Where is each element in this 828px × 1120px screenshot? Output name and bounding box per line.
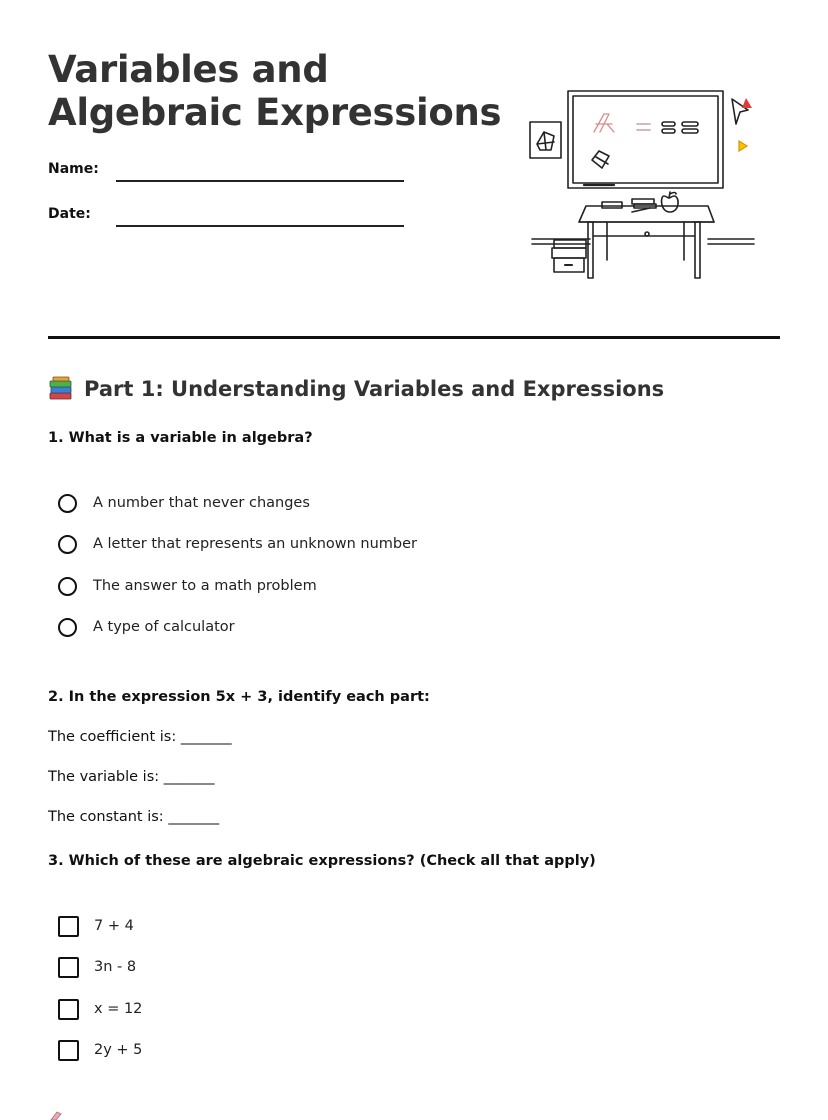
question-3: 3. Which of these are algebraic expressions? (Check all that apply)	[48, 853, 596, 869]
radio-button[interactable]	[58, 535, 77, 554]
fill-label: The constant is:	[48, 809, 164, 825]
fill-blank[interactable]: _______	[180, 729, 232, 745]
question-2: 2. In the expression 5x + 3, identify each part:	[48, 689, 430, 705]
checkbox[interactable]	[58, 999, 79, 1020]
date-line[interactable]	[116, 225, 404, 227]
option-label: The answer to a math problem	[93, 578, 317, 594]
q3-option-2[interactable]	[58, 955, 136, 979]
fill-blank[interactable]: _______	[168, 809, 220, 825]
red-triangle-icon	[742, 98, 752, 108]
part1-heading	[48, 374, 664, 404]
q1-option-3[interactable]	[58, 574, 317, 598]
checkbox[interactable]	[58, 916, 79, 937]
q3-option-4[interactable]	[58, 1038, 142, 1062]
name-label: Name:	[48, 161, 99, 177]
option-label: A number that never changes	[93, 495, 310, 511]
fill-label: The coefficient is:	[48, 729, 177, 745]
date-label: Date:	[48, 206, 91, 222]
radio-button[interactable]	[58, 577, 77, 596]
q3-option-1[interactable]	[58, 914, 134, 938]
option-label: A type of calculator	[93, 619, 235, 635]
option-label: 3n - 8	[94, 959, 137, 975]
q3-option-3[interactable]	[58, 997, 142, 1021]
option-label: 2y + 5	[94, 1042, 143, 1058]
q1-option-2[interactable]	[58, 532, 417, 556]
pencil-icon	[48, 1110, 68, 1120]
checkbox[interactable]	[58, 1040, 79, 1061]
q1-option-1[interactable]	[58, 491, 310, 515]
option-label: 7 + 4	[94, 918, 134, 934]
header-divider	[48, 336, 780, 339]
radio-button[interactable]	[58, 618, 77, 637]
part1-heading-text: Part 1: Understanding Variables and Expressions	[84, 377, 665, 401]
chalkboard	[568, 91, 723, 188]
yellow-triangle-icon	[739, 141, 747, 151]
question-1: 1. What is a variable in algebra?	[48, 430, 313, 446]
name-field[interactable]	[48, 159, 408, 183]
radio-button[interactable]	[58, 494, 77, 513]
checkbox[interactable]	[58, 957, 79, 978]
fill-label: The variable is:	[48, 769, 160, 785]
coefficient-line[interactable]	[48, 727, 232, 747]
worksheet-title: Variables and Algebraic Expressions	[48, 48, 502, 134]
option-label: x = 12	[94, 1001, 143, 1017]
q1-option-4[interactable]	[58, 615, 235, 639]
classroom-illustration	[524, 84, 760, 284]
option-label: A letter that represents an unknown number	[93, 536, 418, 552]
date-field[interactable]	[48, 204, 408, 228]
constant-line[interactable]	[48, 807, 219, 827]
fill-blank[interactable]: _______	[163, 769, 215, 785]
variable-line[interactable]	[48, 767, 215, 787]
apple-icon	[662, 196, 679, 212]
books-icon	[48, 376, 74, 402]
name-line[interactable]	[116, 180, 404, 182]
